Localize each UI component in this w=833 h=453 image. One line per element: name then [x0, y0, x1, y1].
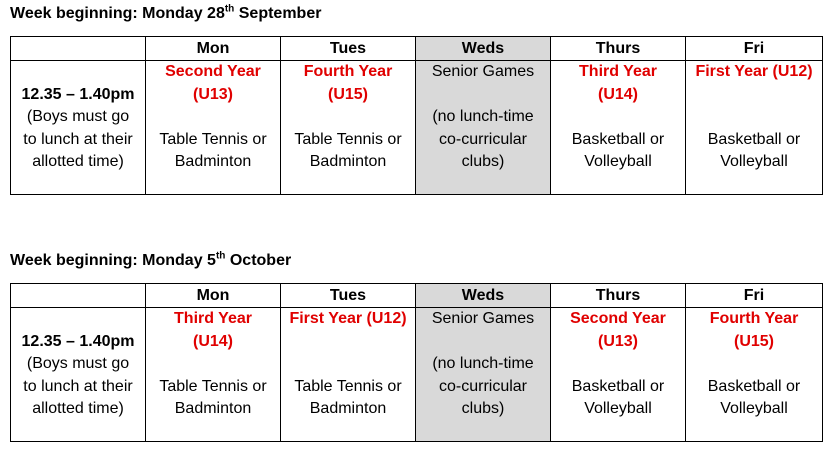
day-header-weds: Weds — [416, 37, 551, 61]
year-group-label: Fourth Year — [303, 63, 393, 80]
time-note-line: to lunch at their — [23, 130, 133, 148]
day-header-thurs: Thurs — [551, 284, 686, 308]
weds-note-line: (no lunch-time — [432, 355, 534, 372]
senior-games-label: Senior Games — [431, 310, 535, 327]
activity-line: Volleyball — [584, 400, 652, 417]
fri-cell — [686, 308, 823, 442]
day-header-weds: Weds — [416, 284, 551, 308]
weds-note-line: (no lunch-time — [432, 108, 534, 125]
activity-line: Badminton — [309, 153, 387, 170]
day-header-thurs: Thurs — [551, 37, 686, 61]
time-note-line: allotted time) — [32, 153, 124, 170]
day-header-tues: Tues — [281, 284, 416, 308]
age-group-label: (U15) — [327, 85, 368, 103]
schedule-row — [11, 308, 823, 442]
time-cell — [11, 308, 146, 442]
activity-line: Basketball or — [707, 377, 801, 395]
activity-line: Volleyball — [584, 153, 652, 170]
fri-cell — [686, 61, 823, 195]
age-group-label: (U13) — [597, 332, 638, 350]
activity-line: Badminton — [174, 400, 252, 417]
activity-line: Badminton — [309, 400, 387, 417]
year-group-label: Second Year — [570, 310, 666, 327]
header-row — [11, 284, 823, 308]
tues-cell — [281, 61, 416, 195]
activity-line: Volleyball — [720, 153, 788, 170]
weds-cell — [416, 61, 551, 195]
day-header-fri: Fri — [686, 284, 823, 308]
week-1-title: Week beginning: Monday 28th September — [10, 3, 322, 22]
activity-line: Table Tennis or — [159, 377, 267, 395]
schedule-row — [11, 61, 823, 195]
week-1-schedule-table — [10, 36, 823, 195]
year-group-label: First Year (U12) — [289, 310, 407, 327]
time-note-line: (Boys must go — [26, 355, 130, 372]
activity-line: Basketball or — [707, 130, 801, 148]
time-label: 12.35 – 1.40pm — [21, 85, 135, 103]
time-note-line: (Boys must go — [26, 108, 130, 125]
year-group-label: Third Year — [174, 310, 252, 327]
activity-line: Badminton — [174, 153, 252, 170]
activity-line: Volleyball — [720, 400, 788, 417]
tues-cell — [281, 308, 416, 442]
empty-header-cell — [11, 37, 146, 61]
week-2-schedule-table — [10, 283, 823, 442]
time-note-line: to lunch at their — [23, 377, 133, 395]
thurs-cell — [551, 61, 686, 195]
weds-note-line: co-curricular — [438, 377, 527, 395]
age-group-label: (U13) — [192, 85, 233, 103]
time-note-line: allotted time) — [32, 400, 124, 417]
activity-line: Basketball or — [571, 377, 665, 395]
day-header-mon: Mon — [146, 37, 281, 61]
day-header-tues: Tues — [281, 37, 416, 61]
time-label: 12.35 – 1.40pm — [21, 332, 135, 350]
activity-line: Table Tennis or — [294, 377, 402, 395]
weds-note-line: co-curricular — [438, 130, 527, 148]
day-header-mon: Mon — [146, 284, 281, 308]
activity-line: Table Tennis or — [159, 130, 267, 148]
year-group-label: Second Year — [165, 63, 261, 80]
weds-note-line: clubs) — [461, 153, 505, 170]
activity-line: Basketball or — [571, 130, 665, 148]
time-cell — [11, 61, 146, 195]
weds-cell — [416, 308, 551, 442]
year-group-label: Third Year — [579, 63, 657, 80]
year-group-label: Fourth Year — [709, 310, 799, 327]
age-group-label: (U14) — [192, 332, 233, 350]
senior-games-label: Senior Games — [431, 63, 535, 80]
mon-cell — [146, 308, 281, 442]
year-group-label: First Year (U12) — [695, 63, 813, 80]
activity-line: Table Tennis or — [294, 130, 402, 148]
day-header-fri: Fri — [686, 37, 823, 61]
week-2-title: Week beginning: Monday 5th October — [10, 250, 292, 269]
weds-note-line: clubs) — [461, 400, 505, 417]
header-row — [11, 37, 823, 61]
age-group-label: (U14) — [597, 85, 638, 103]
mon-cell — [146, 61, 281, 195]
age-group-label: (U15) — [733, 332, 774, 350]
thurs-cell — [551, 308, 686, 442]
empty-header-cell — [11, 284, 146, 308]
